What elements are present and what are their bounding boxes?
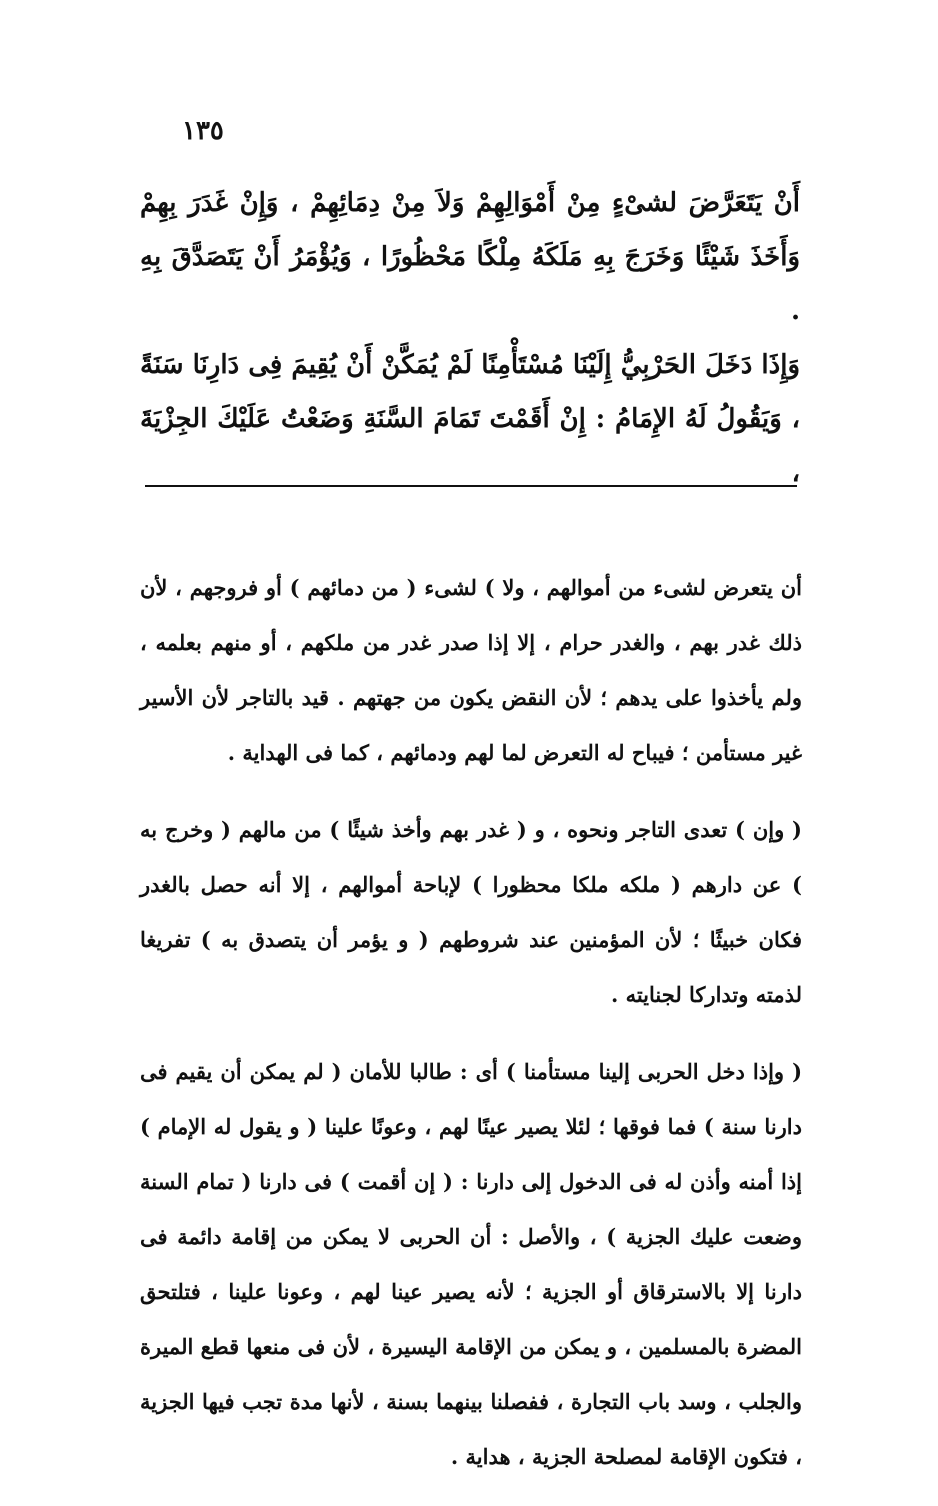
section-divider	[145, 485, 797, 487]
main-text-paragraph: أَنْ يَتَعَرَّضَ لشىْءٍ مِنْ أَمْوَالِهِمْ وَلاَ مِنْ دِمَائِهِمْ ، وَإِنْ غَدَرَ بِهِمْ وَأَخَذَ شَيْئًا وَخَرَجَ بِهِ مَلَكَهُ مِلْكًا مَحْظُورًا ، وَيُؤْمَرُ أَنْ يَتَصَدَّقَ بِهِ .	[140, 188, 801, 326]
commentary-text	[140, 560, 802, 1506]
main-text-paragraph: وَإِذَا دَخَلَ الحَرْبِيُّ إِلَيْنَا مُسْتَأْمِنًا لَمْ يُمَكَّنْ أَنْ يُقِيمَ فِى دَارِنَا سَنَةً ، وَيَقُولُ لَهُ الإِمَامُ : إِنْ أَقَمْتَ تَمَامَ السَّنَةِ وَضَعْتُ عَلَيْكَ الجِزْيَةَ ،	[140, 350, 800, 488]
commentary-paragraph: أن يتعرض لشىء من أموالهم ، ولا ) لشىء ( من دمائهم ) أو فروجهم ، لأن ذلك غدر بهم ، والغدر حرام ، إلا إذا صدر غدر من ملكهم ، أو منهم بعلمه ، ولم يأخذوا على يدهم ؛ لأن النقض يكون من جهتهم . قيد بالتاجر لأن الأسير غير مستأمن ؛ فيباح له التعرض لما لهم ودمائهم ، كما فى الهداية .	[140, 575, 802, 765]
main-text	[140, 176, 800, 500]
page-number: ١٣٥	[182, 116, 224, 146]
commentary-paragraph: ( وإن ) تعدى التاجر ونحوه ، و ( غدر بهم وأخذ شيئًا ) من مالهم ( وخرج به ) عن دارهم ( ملكه ملكا محظورا ) لإباحة أموالهم ، إلا أنه حصل بالغدر فكان خبيثًا ؛ لأن المؤمنين عند شروطهم ( و يؤمر أن يتصدق به ) تفريغا لذمته وتداركا لجنايته .	[140, 817, 802, 1007]
commentary-paragraph: ( وإذا دخل الحربى إلينا مستأمنا ) أى : طالبا للأمان ( لم يمكن أن يقيم فى دارنا سنة ) فما فوقها ؛ لئلا يصير عينًا لهم ، وعونًا علينا ( و يقول له الإمام ) إذا أمنه وأذن له فى الدخول إلى دارنا : ( إن أقمت ) فى دارنا ( تمام السنة وضعت عليك الجزية ) ، والأصل : أن الحربى لا يمكن من إقامة دائمة فى دارنا إلا بالاسترقاق أو الجزية ؛ لأنه يصير عينا لهم ، وعونا علينا ، فتلتحق المضرة بالمسلمين ، و يمكن من الإقامة اليسيرة ، لأن فى منعها قطع الميرة والجلب ، وسد باب التجارة ، ففصلنا بينهما بسنة ، لأنها مدة تجب فيها الجزية ، فتكون الإقامة لمصلحة الجزية ، هداية .	[140, 1059, 802, 1469]
